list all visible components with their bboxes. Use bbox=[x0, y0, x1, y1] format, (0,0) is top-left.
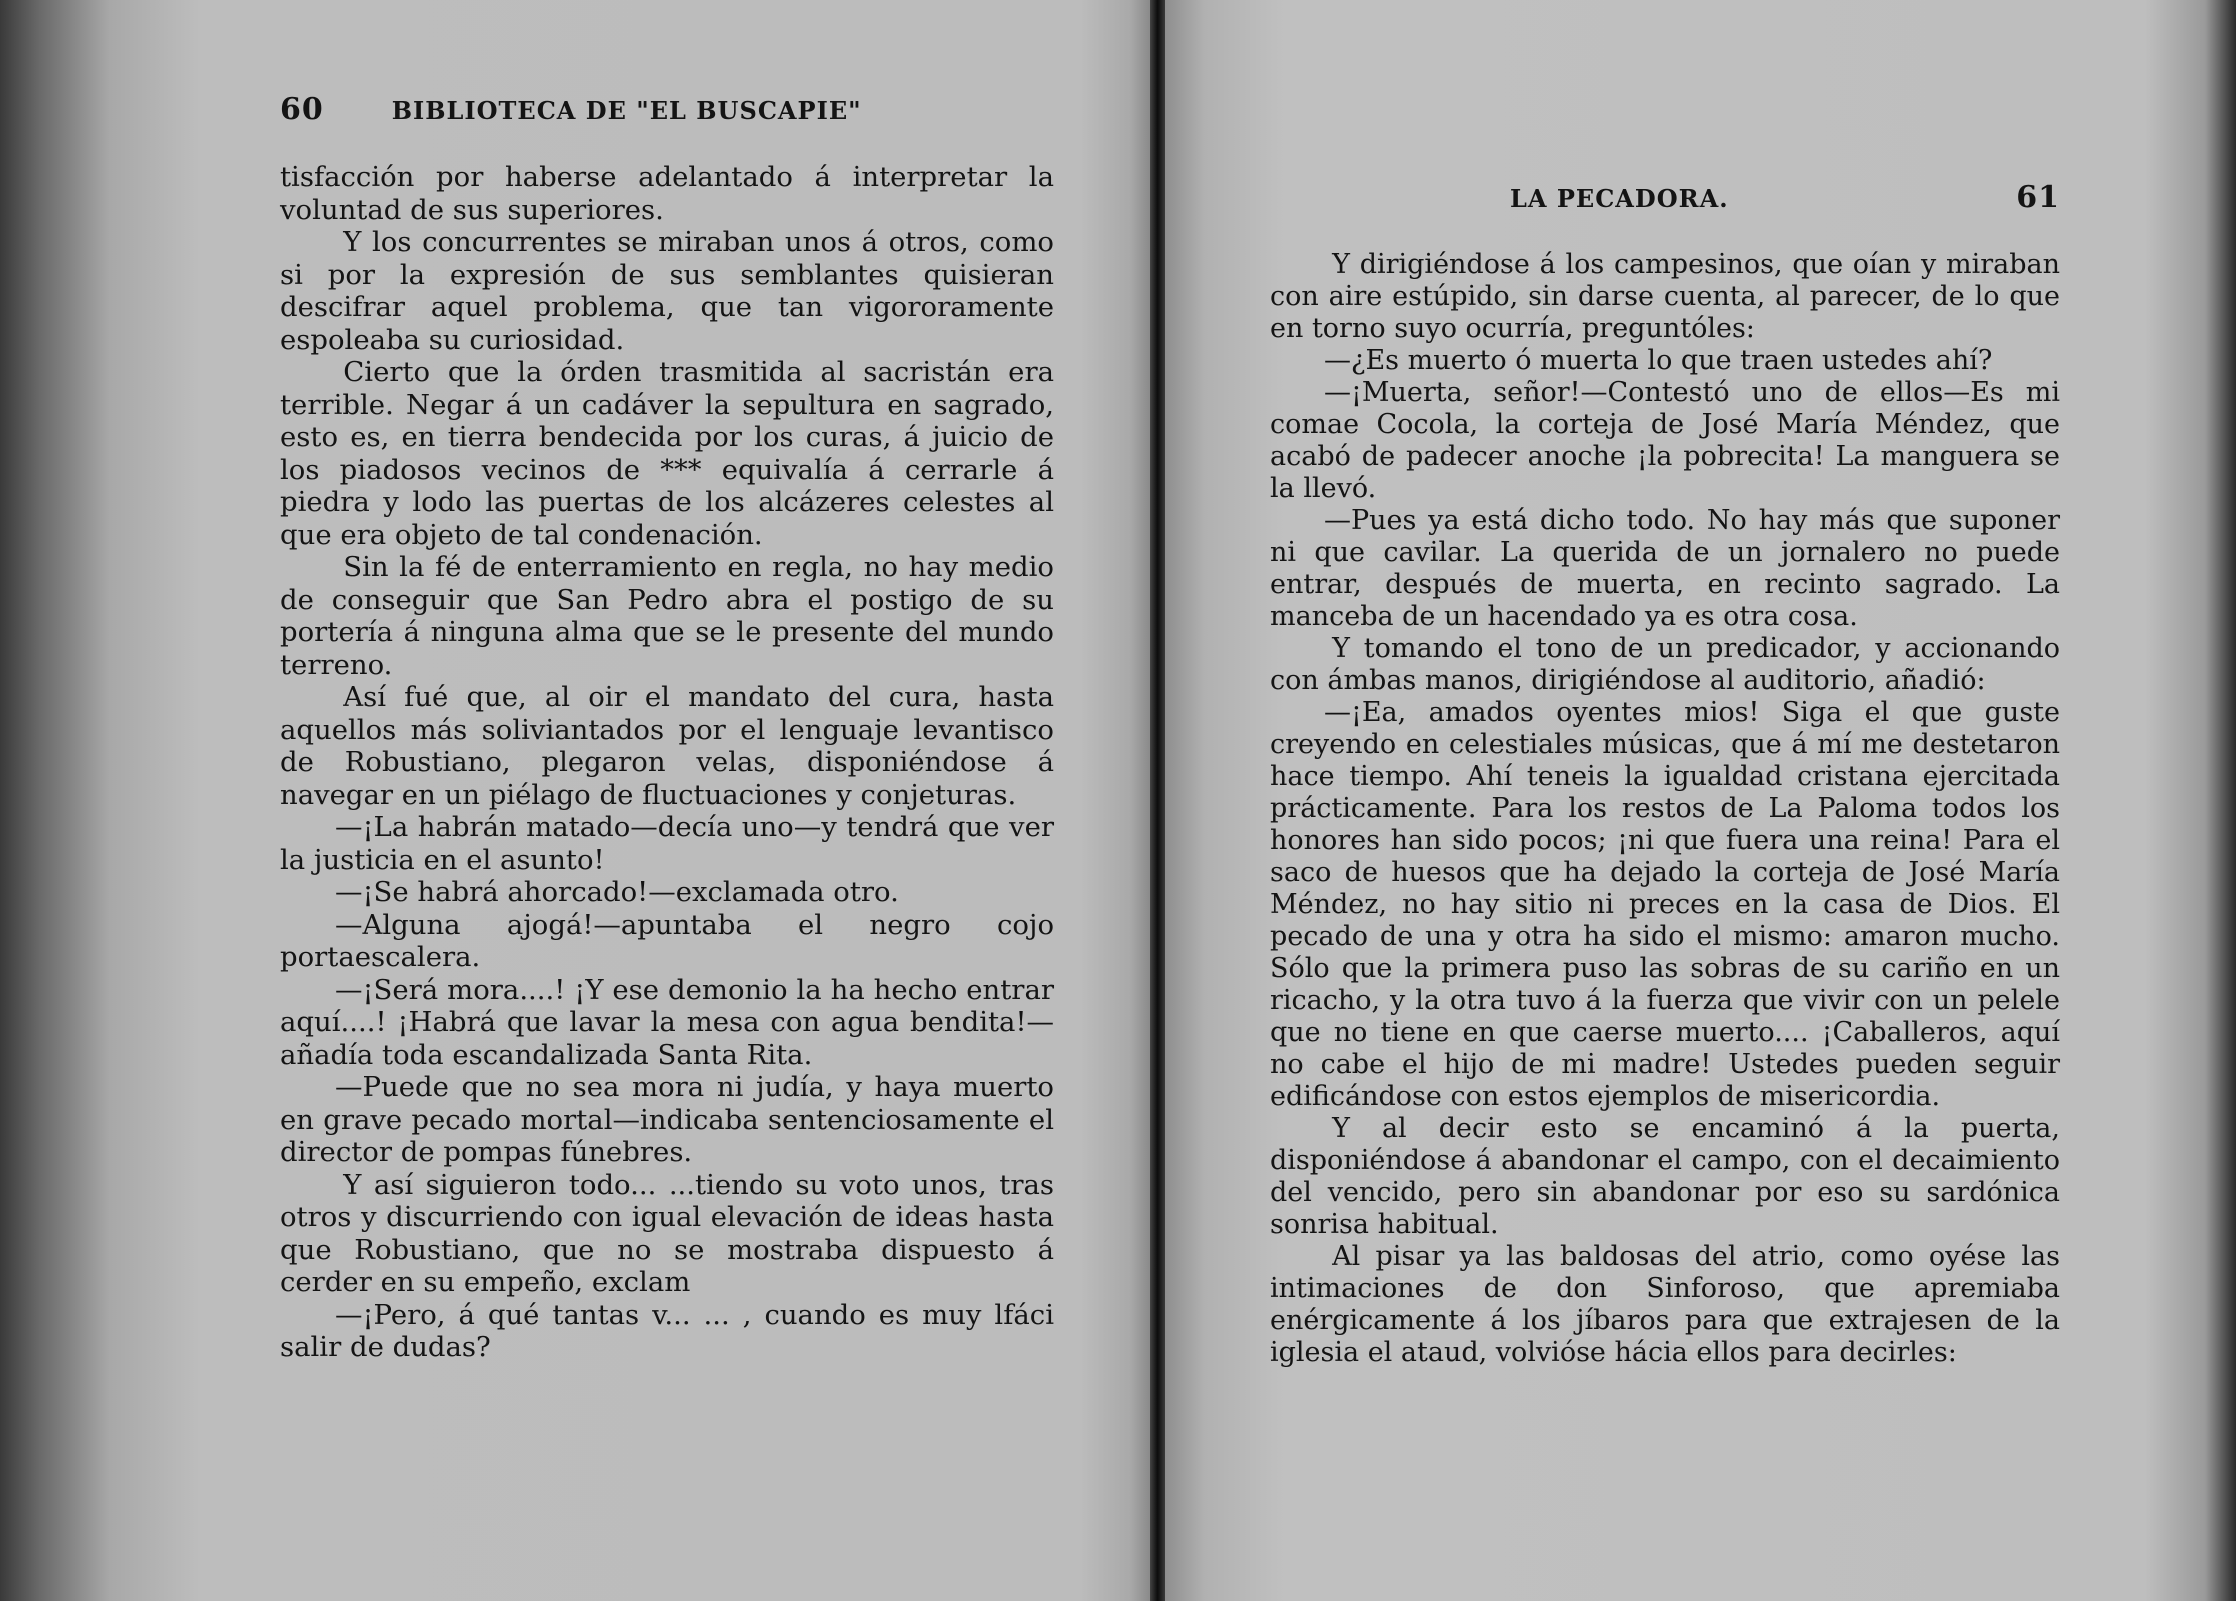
paragraph: Al pisar ya las baldosas del atrio, como oyése las intimaciones de don Sinforoso, que apremiaba enérgicamente á los jíbaros para que extrajesen de la iglesia el ataud, volvióse hácia ellos para decirles: bbox=[1270, 1241, 2060, 1368]
paragraph: Y los concurrentes se miraban unos á otros, como si por la expresión de sus semblantes quisieran descifrar aquel problema, que tan vigororamente espoleaba su curiosidad. bbox=[280, 226, 1054, 356]
paragraph: Y dirigiéndose á los campesinos, que oían y miraban con aire estúpido, sin darse cuenta, al parecer, de lo que en torno suyo ocurría, preguntóles: bbox=[1270, 249, 2060, 344]
right-running-title: LA PECADORA. bbox=[1510, 184, 1729, 213]
paragraph: Y tomando el tono de un predicador, y accionando con ámbas manos, dirigiéndose al auditorio, añadió: bbox=[1270, 633, 2060, 696]
right-page-number: 61 bbox=[2016, 180, 2060, 215]
paragraph: Así fué que, al oir el mandato del cura, hasta aquellos más soliviantados por el lenguaje levantisco de Robustiano, plegaron velas, disponiéndose á navegar en un piélago de fluctuaciones y conjeturas. bbox=[280, 681, 1054, 811]
paragraph: Y al decir esto se encaminó á la puerta, disponiéndose á abandonar el campo, con el decaimiento del vencido, pero sin abandonar por eso su sardónica sonrisa habitual. bbox=[1270, 1113, 2060, 1240]
dialogue-line: —¡Será mora....! ¡Y ese demonio la ha hecho entrar aquí....! ¡Habrá que lavar la mesa con agua bendita!—añadía toda escandalizada Santa Rita. bbox=[280, 973, 1054, 1071]
dialogue-line: —¿Es muerto ó muerta lo que traen ustedes ahí? bbox=[1324, 345, 1993, 376]
dialogue-line: —¡Ea, amados oyentes mios! Siga el que guste creyendo en celestiales músicas, que á mí me destetaron hace tiempo. Ahí teneis la igualdad cristana ejercitada prácticamente. Para los restos de La Paloma todos los honores han sido pocos; ¡ni que fuera una reina! Para el saco de huesos que ha dejado la corteja de José María Méndez, no hay sitio ni preces en la casa de Dios. El pecado de una y otra ha sido el mismo: amaron mucho. Sólo que la primera puso las sobras de su cariño en un ricacho, y la otra tuvo á la fuerza que vivir con un pelele que no tiene en que caerse muerto.... ¡Caballeros, aquí no cabe el hijo de mi madre! Ustedes pueden seguir edificándose con estos ejemplos de misericordia. bbox=[1270, 697, 2060, 1112]
dialogue-line: —Puede que no sea mora ni judía, y haya muerto en grave pecado mortal—indicaba sentenciosamente el director de pompas fúnebres. bbox=[280, 1071, 1054, 1168]
left-page-text bbox=[280, 161, 1054, 1364]
left-running-title: BIBLIOTECA DE "EL BUSCAPIE" bbox=[391, 96, 862, 125]
dialogue-line: —¡La habrán matado—decía uno—y tendrá que ver la justicia en el asunto! bbox=[280, 811, 1054, 876]
right-page-text bbox=[1270, 249, 2060, 1369]
dialogue-line: —¡Pero, á qué tantas v... ... , cuando es muy lfáci salir de dudas? bbox=[280, 1298, 1054, 1363]
paragraph: Cierto que la órden trasmitida al sacristán era terrible. Negar á un cadáver la sepultura en sagrado, esto es, en tierra bendecida por los curas, á juicio de los piadosos vecinos de *** equivalía á cerrarle á piedra y lodo las puertas de los alcázeres celestes al que era objeto de tal condenación. bbox=[280, 356, 1054, 551]
paragraph: Sin la fé de enterramiento en regla, no hay medio de conseguir que San Pedro abra el postigo de su portería á ninguna alma que se le presente del mundo terreno. bbox=[280, 551, 1054, 681]
paragraph: tisfacción por haberse adelantado á interpretar la voluntad de sus superiores. bbox=[280, 161, 1054, 226]
right-page bbox=[1165, 0, 2236, 1601]
dialogue-line: —Alguna ajogá!—apuntaba el negro cojo portaescalera. bbox=[280, 908, 1054, 973]
right-running-head bbox=[1270, 180, 2060, 215]
dialogue-line: —Pues ya está dicho todo. No hay más que suponer ni que cavilar. La querida de un jornalero no puede entrar, después de muerta, en recinto sagrado. La manceba de un hacendado ya es otra cosa. bbox=[1270, 505, 2060, 632]
left-page-number: 60 bbox=[280, 92, 324, 127]
dialogue-line: —¡Se habrá ahorcado!—exclamada otro. bbox=[335, 876, 899, 908]
paragraph: Y así siguieron todo... ...tiendo su voto unos, tras otros y discurriendo con igual elevación de ideas hasta que Robustiano, que no se mostraba dispuesto á cerder en su empeño, exclam bbox=[280, 1168, 1054, 1298]
left-running-head bbox=[280, 92, 1054, 127]
dialogue-line: —¡Muerta, señor!—Contestó uno de ellos—Es mi comae Cocola, la corteja de José María Méndez, que acabó de padecer anoche ¡la pobrecita! La manguera se la llevó. bbox=[1270, 377, 2060, 504]
book-gutter bbox=[1150, 0, 1165, 1601]
